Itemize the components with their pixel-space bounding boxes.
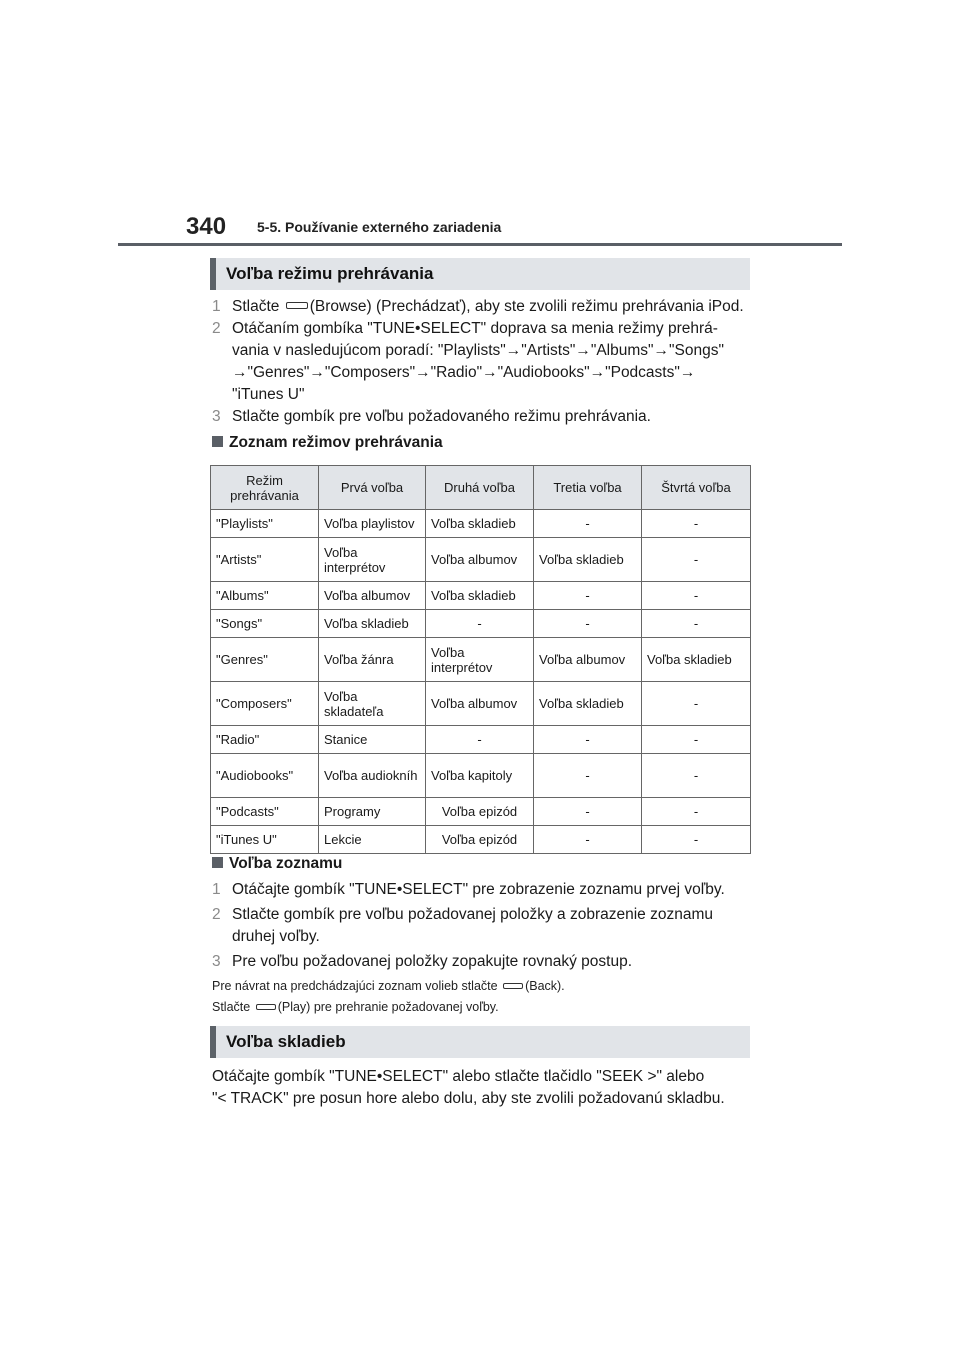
table-cell: Voľba skladieb [534,538,642,582]
note-back [212,979,752,993]
table-cell: - [642,510,751,538]
table-cell: Voľba audiokníh [319,754,426,798]
column-header: Štvrtá voľba [642,466,751,510]
list-step-2 [212,904,752,948]
step-line: "iTunes U" [232,386,305,403]
table-row [211,638,751,682]
table-cell: Voľba žánra [319,638,426,682]
table-cell: Voľba albumov [426,682,534,726]
table-row [211,610,751,638]
step-number: 3 [212,408,221,425]
table-cell: "Albums" [211,582,319,610]
table-row [211,726,751,754]
step-2 [212,318,752,406]
table-row [211,798,751,826]
table-cell: Voľba skladieb [426,582,534,610]
step-line: →"Genres"→"Composers"→"Radio"→"Audiobooks"→"Podcasts"→ [232,364,696,381]
table-row [211,682,751,726]
table-cell: Programy [319,798,426,826]
table-cell: - [534,610,642,638]
step-3 [212,406,752,428]
step-number: 2 [212,906,221,923]
table-cell: - [642,582,751,610]
table-cell: - [642,754,751,798]
table-cell: Voľba skladieb [319,610,426,638]
table-cell: Stanice [319,726,426,754]
table-cell: - [642,726,751,754]
list-heading-text: Zoznam režimov prehrávania [229,434,443,451]
table-cell: Voľba interprétov [426,638,534,682]
column-header: Prvá voľba [319,466,426,510]
list-step-1 [212,879,752,901]
square-bullet-icon [212,857,223,868]
table-cell: - [534,510,642,538]
step-number: 1 [212,298,221,315]
step-line: Stlačte gombík pre voľbu požadovanej položky a zobrazenie zoznamu [232,906,713,923]
table-cell: "Genres" [211,638,319,682]
step-line: druhej voľby. [232,928,320,945]
table-cell: Voľba skladieb [534,682,642,726]
table-cell: Voľba skladateľa [319,682,426,726]
table-cell: "Composers" [211,682,319,726]
list-heading [212,434,443,452]
table-cell: Voľba epizód [426,826,534,854]
note-text: (Back). [525,979,565,993]
table-cell: "Podcasts" [211,798,319,826]
play-button-icon [256,1004,276,1010]
note-text: Stlačte [212,1000,251,1014]
list-selection-heading [212,855,342,873]
step-1 [212,296,752,318]
table-cell: Voľba interprétov [319,538,426,582]
table-cell: Voľba albumov [534,638,642,682]
table-row [211,538,751,582]
table-cell: "Artists" [211,538,319,582]
step-text: Stlačte [232,298,280,315]
table-cell: Voľba albumov [426,538,534,582]
note-text: Pre návrat na predchádzajúci zoznam volieb stlačte [212,979,498,993]
list-selection-heading-text: Voľba zoznamu [229,855,343,872]
column-header: Tretia voľba [534,466,642,510]
table-cell: Voľba kapitoly [426,754,534,798]
table-cell: - [426,610,534,638]
list-step-3 [212,951,752,973]
table-cell: "iTunes U" [211,826,319,854]
table-row [211,510,751,538]
section-heading: 5-5. Používanie externého zariadenia [257,219,502,235]
table-cell: - [534,582,642,610]
table-cell: - [642,538,751,582]
back-button-icon [503,983,523,989]
paragraph-line: Otáčajte gombík "TUNE•SELECT" alebo stlačte tlačidlo "SEEK >" alebo [212,1068,705,1085]
column-header: Režim prehrávania [211,466,319,510]
paragraph-line: "< TRACK" pre posun hore alebo dolu, aby ste zvolili požadovanú skladbu. [212,1090,725,1107]
table-cell: - [534,726,642,754]
step-number: 3 [212,953,221,970]
step-text: (Browse) (Prechádzať), aby ste zvolili režimu prehrávania iPod. [309,298,744,315]
table-row [211,754,751,798]
table-cell: "Songs" [211,610,319,638]
column-header: Druhá voľba [426,466,534,510]
step-line: Otáčaním gombíka "TUNE•SELECT" doprava sa menia režimy prehrá- [232,320,718,337]
table-cell: Lekcie [319,826,426,854]
page-number: 340 [186,213,227,240]
table-cell: - [534,754,642,798]
track-selection-title: Voľba skladieb [210,1026,750,1058]
table-header-row [211,466,751,510]
note-text: (Play) pre prehranie požadovanej voľby. [277,1000,499,1014]
step-text: Stlačte gombík pre voľbu požadovaného režimu prehrávania. [232,408,651,425]
table-cell: Voľba playlistov [319,510,426,538]
table-cell: Voľba skladieb [426,510,534,538]
table-cell: Voľba epizód [426,798,534,826]
table-row [211,826,751,854]
table-cell: Voľba albumov [319,582,426,610]
playback-modes-table [210,465,751,854]
table-cell: - [534,798,642,826]
step-line: vania v nasledujúcom poradí: "Playlists"→"Artists"→"Albums"→"Songs" [232,342,724,359]
note-play [212,1000,752,1014]
step-text: Pre voľbu požadovanej položky zopakujte rovnaký postup. [232,953,633,970]
table-cell: - [642,798,751,826]
table-cell: - [642,610,751,638]
track-selection-text [212,1066,752,1110]
table-row [211,582,751,610]
step-number: 2 [212,320,221,337]
table-cell: "Audiobooks" [211,754,319,798]
step-text: Otáčajte gombík "TUNE•SELECT" pre zobrazenie zoznamu prvej voľby. [232,881,725,898]
playback-mode-title: Voľba režimu prehrávania [210,258,750,290]
step-number: 1 [212,881,221,898]
table-cell: - [534,826,642,854]
table-cell: - [642,826,751,854]
table-cell: "Playlists" [211,510,319,538]
header-rule [118,243,842,246]
table-cell: - [426,726,534,754]
table-cell: "Radio" [211,726,319,754]
table-cell: - [642,682,751,726]
square-bullet-icon [212,436,223,447]
browse-button-icon [286,302,308,309]
table-cell: Voľba skladieb [642,638,751,682]
